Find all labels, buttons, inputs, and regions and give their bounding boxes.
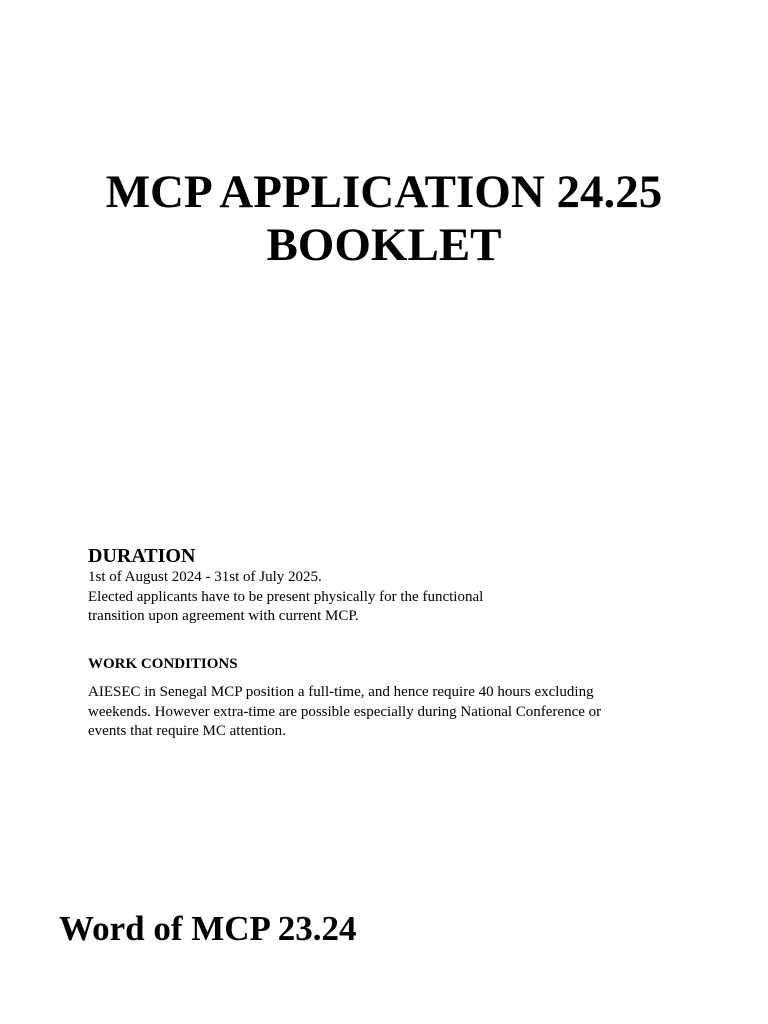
word-of-mcp-heading: Word of MCP 23.24 [59, 909, 357, 948]
document-title [0, 166, 768, 272]
duration-line-2: Elected applicants have to be present physically for the functional [88, 588, 484, 605]
duration-section [88, 544, 688, 627]
work-conditions-heading: WORK CONDITIONS [88, 656, 238, 672]
work-conditions-line-2: weekends. However extra-time are possible especially during National Conference or [88, 703, 602, 720]
duration-line-3: transition upon agreement with current MCP. [88, 608, 359, 624]
work-conditions-line-3: events that require MC attention. [88, 723, 286, 739]
work-conditions-section [88, 655, 688, 742]
duration-heading: DURATION [88, 545, 196, 567]
title-line-1: MCP APPLICATION 24.25 [105, 166, 663, 218]
duration-line-1: 1st of August 2024 - 31st of July 2025. [88, 569, 322, 585]
work-conditions-line-1: AIESEC in Senegal MCP position a full-time, and hence require 40 hours excluding [88, 684, 594, 700]
title-line-2: BOOKLET [266, 219, 502, 271]
